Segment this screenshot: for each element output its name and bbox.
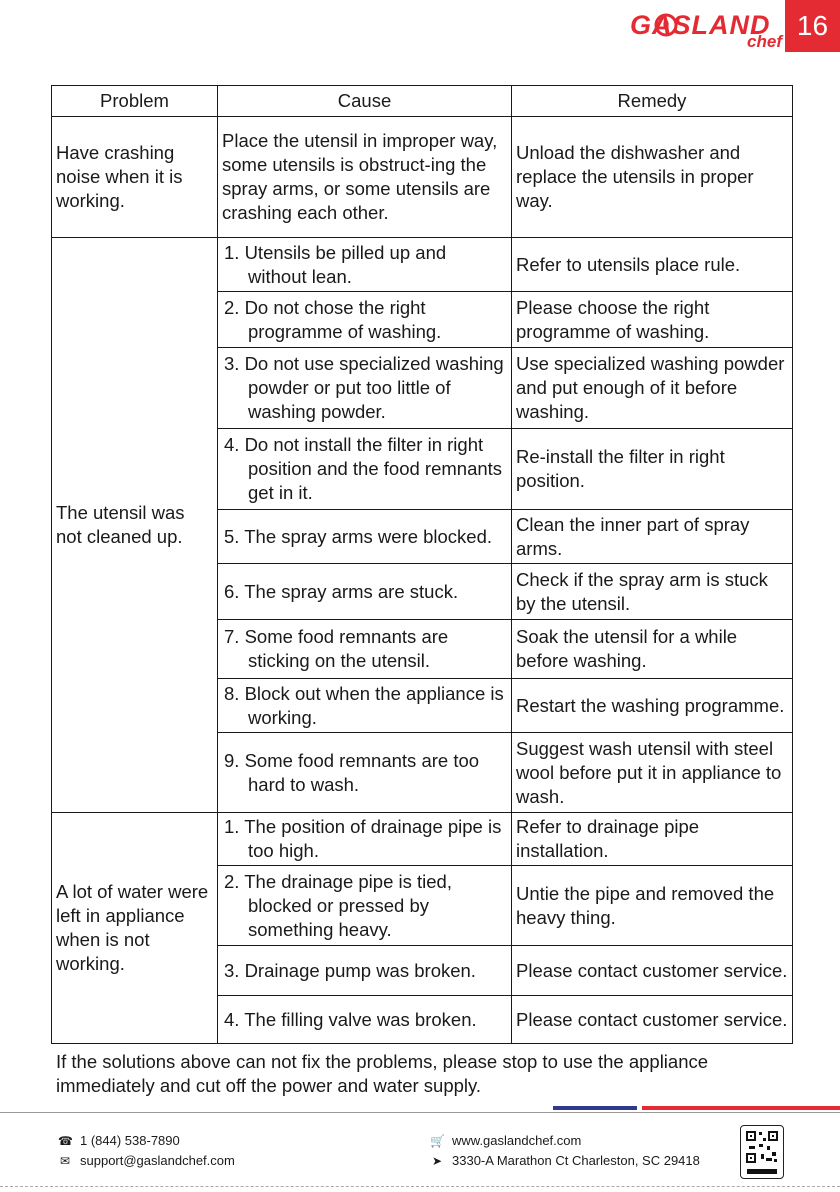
footer-divider: [0, 1112, 840, 1113]
page-number: 16: [785, 0, 840, 52]
table-header-row: [52, 86, 793, 117]
cause-cell: Place the utensil in improper way, some utensils is obstruct-ing the spray arms, or some utensils are crashing each other.: [218, 117, 512, 238]
cause-cell: 3. Drainage pump was broken.: [218, 946, 512, 996]
remedy-cell: Restart the washing programme.: [512, 679, 793, 733]
qr-code: [740, 1125, 784, 1179]
location-arrow-icon: ➤: [431, 1153, 443, 1168]
remedy-cell: Please contact customer service.: [512, 996, 793, 1044]
footer-phone: [58, 1133, 180, 1148]
cart-icon: 🛒: [430, 1133, 445, 1148]
brand-name: GASLAND: [630, 10, 771, 40]
remedy-cell: Re-install the filter in right position.: [512, 429, 793, 510]
accent-bar-red: [642, 1106, 840, 1110]
problem-cell: A lot of water were left in appliance when is not working.: [52, 813, 218, 1044]
phone-icon: ☎: [58, 1133, 73, 1148]
mail-icon: ✉: [59, 1153, 71, 1168]
header-cause: Cause: [218, 86, 512, 117]
cause-cell: 3. Do not use specialized washing powder or put too little of washing powder.: [218, 348, 512, 429]
problem-cell: Have crashing noise when it is working.: [52, 117, 218, 238]
cause-cell: 5. The spray arms were blocked.: [218, 510, 512, 564]
cause-cell: 1. The position of drainage pipe is too high.: [218, 813, 512, 866]
address-text: 3330-A Marathon Ct Charleston, SC 29418: [452, 1153, 700, 1168]
phone-text: 1 (844) 538-7890: [80, 1133, 180, 1148]
email-link[interactable]: support@gaslandchef.com: [80, 1153, 235, 1168]
accent-bar-blue: [553, 1106, 637, 1110]
remedy-cell: Soak the utensil for a while before washing.: [512, 620, 793, 679]
remedy-cell: Clean the inner part of spray arms.: [512, 510, 793, 564]
page-edge: [0, 1186, 840, 1187]
remedy-cell: Please contact customer service.: [512, 946, 793, 996]
problem-cell: The utensil was not cleaned up.: [52, 238, 218, 813]
table-row: [52, 813, 793, 866]
footer-email[interactable]: [58, 1153, 235, 1168]
cause-cell: 2. Do not chose the right programme of washing.: [218, 292, 512, 348]
cause-cell: 1. Utensils be pilled up and without lean.: [218, 238, 512, 292]
cause-cell: 7. Some food remnants are sticking on the utensil.: [218, 620, 512, 679]
troubleshooting-table: [51, 85, 793, 1044]
brand-logo: [630, 10, 790, 50]
remedy-cell: Check if the spray arm is stuck by the utensil.: [512, 564, 793, 620]
website-link[interactable]: www.gaslandchef.com: [452, 1133, 582, 1148]
remedy-cell: Refer to drainage pipe installation.: [512, 813, 793, 866]
remedy-cell: Please choose the right programme of washing.: [512, 292, 793, 348]
safety-note: If the solutions above can not fix the problems, please stop to use the appliance immediately and cut off the power and water supply.: [56, 1051, 709, 1096]
cause-cell: 4. The filling valve was broken.: [218, 996, 512, 1044]
remedy-cell: Unload the dishwasher and replace the utensils in proper way.: [512, 117, 793, 238]
cause-cell: 6. The spray arms are stuck.: [218, 564, 512, 620]
table-row: [52, 117, 793, 238]
remedy-cell: Use specialized washing powder and put enough of it before washing.: [512, 348, 793, 429]
footer-website[interactable]: [430, 1133, 581, 1148]
header-problem: Problem: [52, 86, 218, 117]
cause-cell: 4. Do not install the filter in right position and the food remnants get in it.: [218, 429, 512, 510]
remedy-cell: Refer to utensils place rule.: [512, 238, 793, 292]
remedy-cell: Suggest wash utensil with steel wool before put it in appliance to wash.: [512, 733, 793, 813]
cause-cell: 2. The drainage pipe is tied, blocked or pressed by something heavy.: [218, 866, 512, 946]
cause-cell: 9. Some food remnants are too hard to wash.: [218, 733, 512, 813]
header-remedy: Remedy: [512, 86, 793, 117]
cause-cell: 8. Block out when the appliance is working.: [218, 679, 512, 733]
remedy-cell: Untie the pipe and removed the heavy thing.: [512, 866, 793, 946]
table-row: [52, 238, 793, 292]
footer-address: [430, 1153, 700, 1168]
brand-sub: chef: [747, 32, 782, 51]
